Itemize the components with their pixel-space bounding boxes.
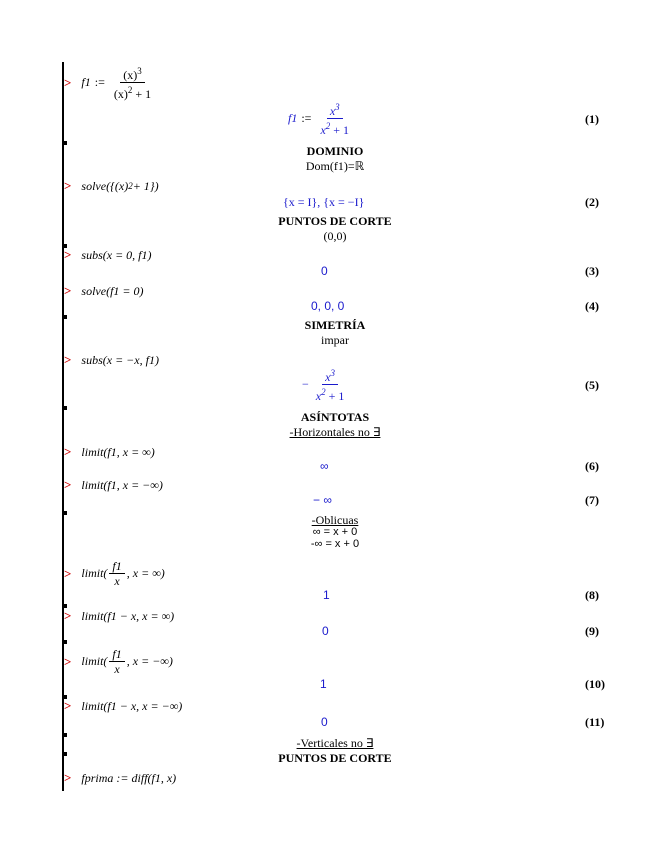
numerator: f1 — [109, 559, 124, 574]
input-line-limit-neginf[interactable] — [64, 477, 163, 493]
equation-label: (1) — [585, 112, 599, 126]
prompt-marker: > — [64, 178, 72, 193]
section-text: Dom(f1)=ℝ — [305, 159, 365, 173]
denominator: x — [315, 389, 322, 403]
prompt-marker: > — [64, 283, 72, 298]
input-line-derivative[interactable] — [64, 770, 176, 786]
section-simetria — [230, 318, 440, 348]
group-separator — [62, 511, 67, 515]
exponent: 2 — [325, 121, 331, 131]
input-line-subs-negx[interactable] — [64, 352, 159, 368]
group-separator — [62, 752, 67, 756]
prompt-marker: > — [64, 477, 72, 492]
input-text: limit(f1, x = −∞) — [81, 477, 163, 492]
input-text: , x = −∞) — [126, 654, 173, 668]
numerator: f1 — [109, 647, 124, 662]
prompt-marker: > — [64, 698, 72, 713]
worksheet-group-bracket — [62, 62, 64, 791]
section-asintotas — [230, 410, 440, 440]
denominator: x — [320, 123, 326, 137]
input-text: limit(f1 − x, x = ∞) — [81, 608, 175, 623]
numerator: x — [329, 104, 336, 118]
output-solve-domain: {x = I}, {x = −I} — [283, 195, 365, 209]
section-dominio — [230, 144, 440, 174]
input-line-solve-domain[interactable] — [64, 178, 159, 194]
prompt-marker: > — [64, 247, 72, 262]
equation-label: (3) — [585, 264, 599, 278]
prompt-marker: > — [64, 352, 72, 367]
equation-label: (10) — [585, 677, 605, 691]
group-separator — [62, 141, 67, 145]
equation-label: (6) — [585, 459, 599, 473]
section-text: ∞ = x + 0 — [312, 526, 358, 538]
group-separator — [62, 640, 67, 644]
exponent: 2 — [321, 387, 326, 397]
section-heading: DOMINIO — [306, 144, 364, 158]
section-heading: SIMETRÍA — [304, 318, 366, 332]
denominator: (x) — [113, 87, 128, 101]
output-value: 0 — [322, 624, 329, 638]
section-text: impar — [321, 333, 349, 347]
input-text: subs(x = 0, f1) — [81, 247, 152, 262]
section-heading: ASÍNTOTAS — [300, 410, 370, 424]
prompt-marker: > — [64, 653, 72, 669]
denominator: x — [114, 574, 120, 588]
output-value: 0 — [321, 264, 328, 278]
input-text: solve({(x) — [81, 178, 129, 193]
input-text: fprima := diff(f1, x) — [81, 770, 177, 785]
exponent: 2 — [128, 181, 133, 191]
input-line-solve-zero[interactable] — [64, 283, 144, 299]
input-text: + 1}) — [132, 178, 159, 193]
output-value: 0, 0, 0 — [311, 299, 345, 313]
input-text: subs(x = −x, f1) — [81, 352, 159, 367]
output-value: 1 — [320, 677, 327, 691]
exponent: 3 — [330, 368, 335, 378]
section-text: -Verticales no ∃ — [296, 736, 374, 750]
input-text: solve(f1 = 0) — [81, 283, 144, 298]
input-line-limit-f1-over-x-neginf[interactable] — [64, 647, 173, 676]
exponent: 3 — [137, 66, 142, 76]
prompt-marker: > — [64, 608, 72, 623]
assign-operator: := — [301, 111, 312, 125]
numerator: (x) — [123, 68, 138, 82]
output-value: 0 — [321, 715, 328, 729]
minus-sign: − — [302, 377, 309, 391]
input-text: limit(f1 − x, x = −∞) — [81, 698, 183, 713]
denominator-tail: + 1 — [330, 123, 350, 137]
input-line-define-f1[interactable] — [64, 64, 156, 101]
prompt-marker: > — [64, 74, 72, 90]
equation-label: (2) — [585, 195, 599, 209]
group-separator — [62, 315, 67, 319]
input-line-subs-zero[interactable] — [64, 247, 152, 263]
section-heading: PUNTOS DE CORTE — [278, 214, 392, 228]
denominator-tail: + 1 — [132, 87, 152, 101]
input-text: limit( — [81, 654, 108, 668]
input-fraction — [111, 64, 154, 101]
equation-label: (7) — [585, 493, 599, 507]
output-value: − ∞ — [313, 493, 332, 507]
input-line-limit-f1-minus-x-neginf[interactable] — [64, 698, 182, 714]
section-text: -Horizontales no ∃ — [289, 425, 381, 439]
section-heading: PUNTOS DE CORTE — [278, 751, 392, 765]
denominator-tail: + 1 — [325, 389, 345, 403]
output-subs-negx — [302, 366, 349, 403]
section-heading: -Oblicuas — [311, 513, 359, 527]
assign-operator: := — [94, 75, 105, 89]
equation-label: (9) — [585, 624, 599, 638]
output-value: ∞ — [320, 459, 329, 473]
input-line-limit-f1-over-x-inf[interactable] — [64, 559, 165, 588]
input-line-limit-f1-minus-x-inf[interactable] — [64, 608, 174, 624]
group-separator — [62, 733, 67, 737]
exponent: 2 — [127, 85, 133, 95]
input-text: limit(f1, x = ∞) — [81, 444, 155, 459]
equation-label: (11) — [585, 715, 605, 729]
input-line-limit-inf[interactable] — [64, 444, 155, 460]
equation-label: (5) — [585, 378, 599, 392]
input-text: , x = ∞) — [126, 566, 165, 580]
section-oblicuas — [230, 514, 440, 550]
section-verticales — [230, 736, 440, 766]
input-text: limit( — [81, 566, 108, 580]
exponent: 3 — [335, 102, 340, 112]
input-lhs: f1 — [81, 75, 91, 89]
prompt-marker: > — [64, 444, 72, 459]
output-define-f1 — [288, 100, 354, 137]
equation-label: (4) — [585, 299, 599, 313]
equation-label: (8) — [585, 588, 599, 602]
section-puntos-corte — [230, 214, 440, 244]
section-text: -∞ = x + 0 — [310, 538, 360, 550]
output-lhs: f1 — [288, 111, 298, 125]
numerator: x — [325, 370, 331, 384]
prompt-marker: > — [64, 770, 72, 785]
group-separator — [62, 406, 67, 410]
section-text: (0,0) — [323, 229, 347, 243]
prompt-marker: > — [64, 565, 72, 581]
denominator: x — [114, 662, 120, 676]
output-value: 1 — [323, 588, 330, 602]
